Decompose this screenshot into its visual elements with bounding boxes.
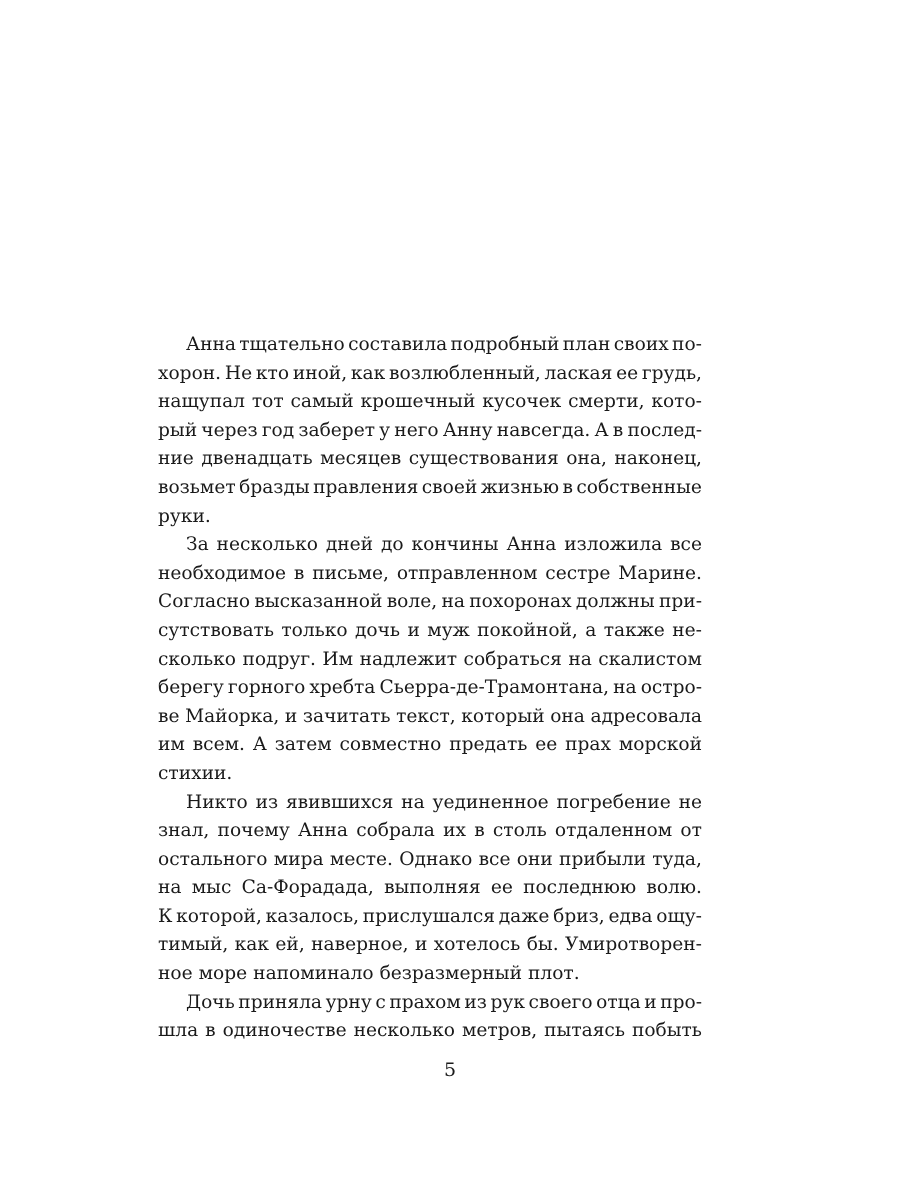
- body-text: [158, 331, 702, 1046]
- text-line: рый через год заберет у него Анну навсегда. А в послед-: [158, 419, 702, 441]
- page-number: 5: [443, 1059, 457, 1081]
- text-line: необходимое в письме, отправленном сестре Марине.: [158, 562, 702, 584]
- text-line: возьмет бразды правления своей жизнью в собственные: [158, 476, 702, 498]
- text-line: Анна тщательно составила подробный план своих по-: [186, 334, 702, 355]
- text-line: хорон. Не кто иной, как возлюбленный, лаская ее грудь,: [158, 362, 702, 384]
- text-line: им всем. А затем совместно предать ее прах морской: [158, 734, 702, 756]
- text-line: знал, почему Анна собрала их в столь отдаленном от: [158, 820, 702, 842]
- text-line: ние двенадцать месяцев существования она, наконец,: [158, 448, 702, 470]
- text-line: сутствовать только дочь и муж покойной, а также не-: [158, 619, 702, 641]
- text-line: стихии.: [158, 762, 233, 784]
- text-line: руки.: [158, 505, 211, 527]
- text-line: За несколько дней до кончины Анна изложила все: [186, 534, 702, 556]
- text-line: нащупал тот самый крошечный кусочек смерти, кото-: [158, 391, 702, 413]
- text-line: Никто из явившихся на уединенное погребение не: [186, 791, 702, 813]
- text-line: шла в одиночестве несколько метров, пытаясь побыть: [158, 1020, 702, 1042]
- text-line: Согласно высказанной воле, на похоронах должны при-: [158, 591, 702, 613]
- text-line: Дочь приняла урну с прахом из рук своего отца и про-: [186, 991, 702, 1013]
- text-line: на мыс Са-Форадада, выполняя ее последнюю волю.: [158, 877, 702, 899]
- text-line: ное море напоминало безразмерный плот.: [158, 963, 580, 985]
- text-line: остального мира месте. Однако все они прибыли туда,: [158, 848, 702, 870]
- text-line: берегу горного хребта Сьерра-де-Трамонтана, на остро-: [158, 677, 702, 699]
- text-line: сколько подруг. Им надлежит собраться на скалистом: [158, 648, 702, 670]
- text-line: К которой, казалось, прислушался даже бриз, едва ощу-: [158, 905, 702, 927]
- text-line: тимый, как ей, наверное, и хотелось бы. Умиротворен-: [158, 934, 702, 956]
- text-line: ве Майорка, и зачитать текст, который она адресовала: [158, 705, 702, 727]
